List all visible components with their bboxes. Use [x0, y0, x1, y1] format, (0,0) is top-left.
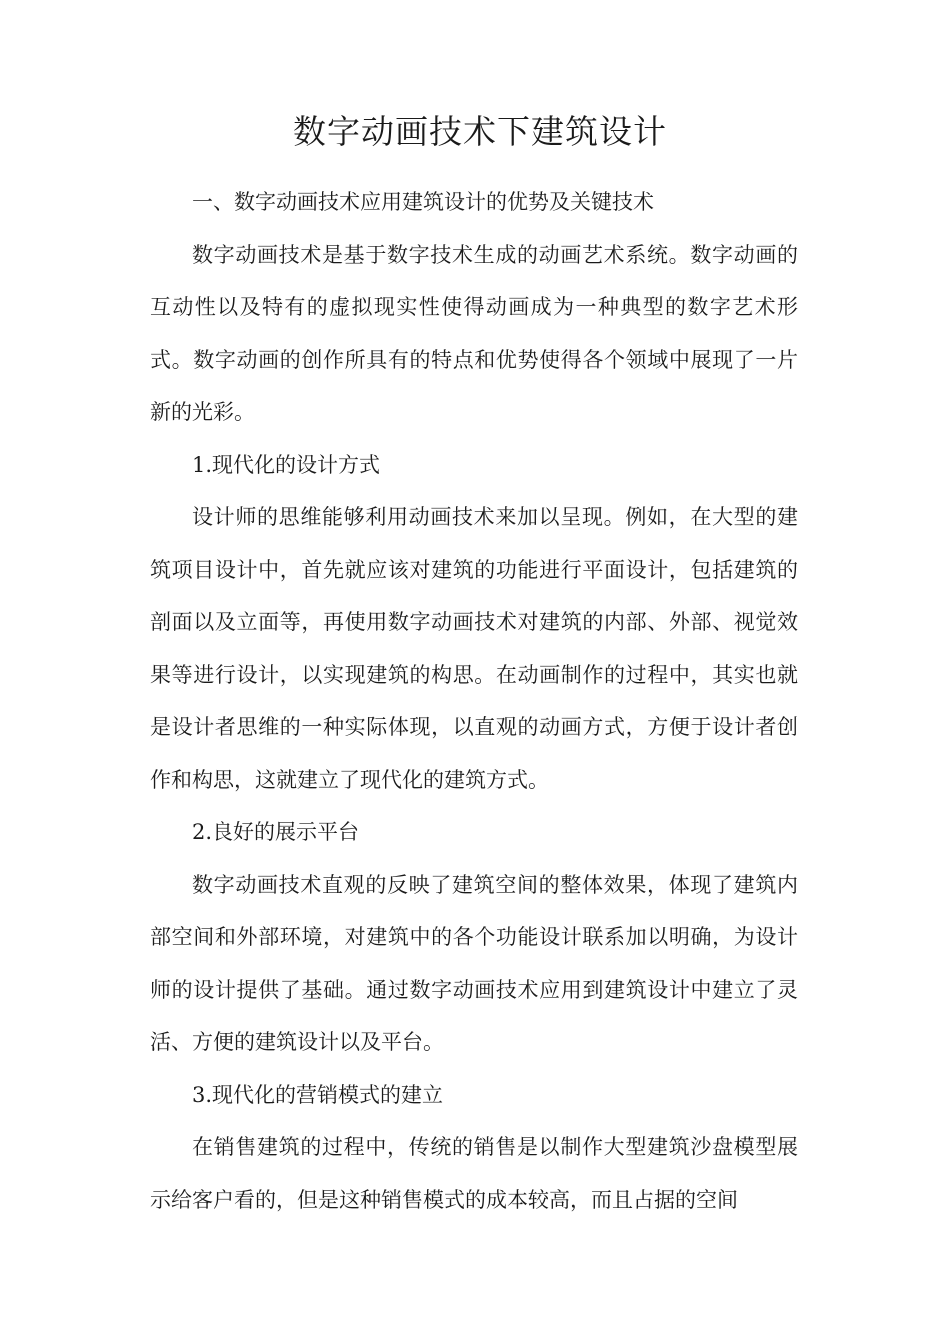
subsection-heading-1: 1.现代化的设计方式: [192, 452, 381, 477]
subsection-heading-2: 2.良好的展示平台: [192, 820, 360, 844]
body-paragraph: 数字动画技术是基于数字技术生成的动画艺术系统。数字动画的互动性以及特有的虚拟现实性使得动画成为一种典型的数字艺术形式。数字动画的创作所具有的特点和优势使得各个领域中展现了一片新的光彩。: [150, 242, 798, 424]
body-paragraph: 在销售建筑的过程中，传统的销售是以制作大型建筑沙盘模型展示给客户看的，但是这种销售模式的成本较高，而且占据的空间: [150, 1135, 798, 1212]
document-title: 数字动画技术下建筑设计: [293, 112, 667, 151]
body-paragraph: 设计师的思维能够利用动画技术来加以呈现。例如，在大型的建筑项目设计中，首先就应该对建筑的功能进行平面设计，包括建筑的剖面以及立面等，再使用数字动画技术对建筑的内部、外部、视觉效果等进行设计，以实现建筑的构思。在动画制作的过程中，其实也就是设计者思维的一种实际体现，以直观的动画方式，方便于设计者创作和构思，这就建立了现代化的建筑方式。: [150, 505, 798, 792]
document-page: [150, 110, 798, 1226]
subsection-heading-3: 3.现代化的营销模式的建立: [192, 1082, 444, 1107]
body-paragraph: 数字动画技术直观的反映了建筑空间的整体效果，体现了建筑内部空间和外部环境，对建筑中的各个功能设计联系加以明确，为设计师的设计提供了基础。通过数字动画技术应用到建筑设计中建立了灵活、方便的建筑设计以及平台。: [150, 872, 798, 1054]
section-heading-1: 一、数字动画技术应用建筑设计的优势及关键技术: [192, 190, 654, 214]
